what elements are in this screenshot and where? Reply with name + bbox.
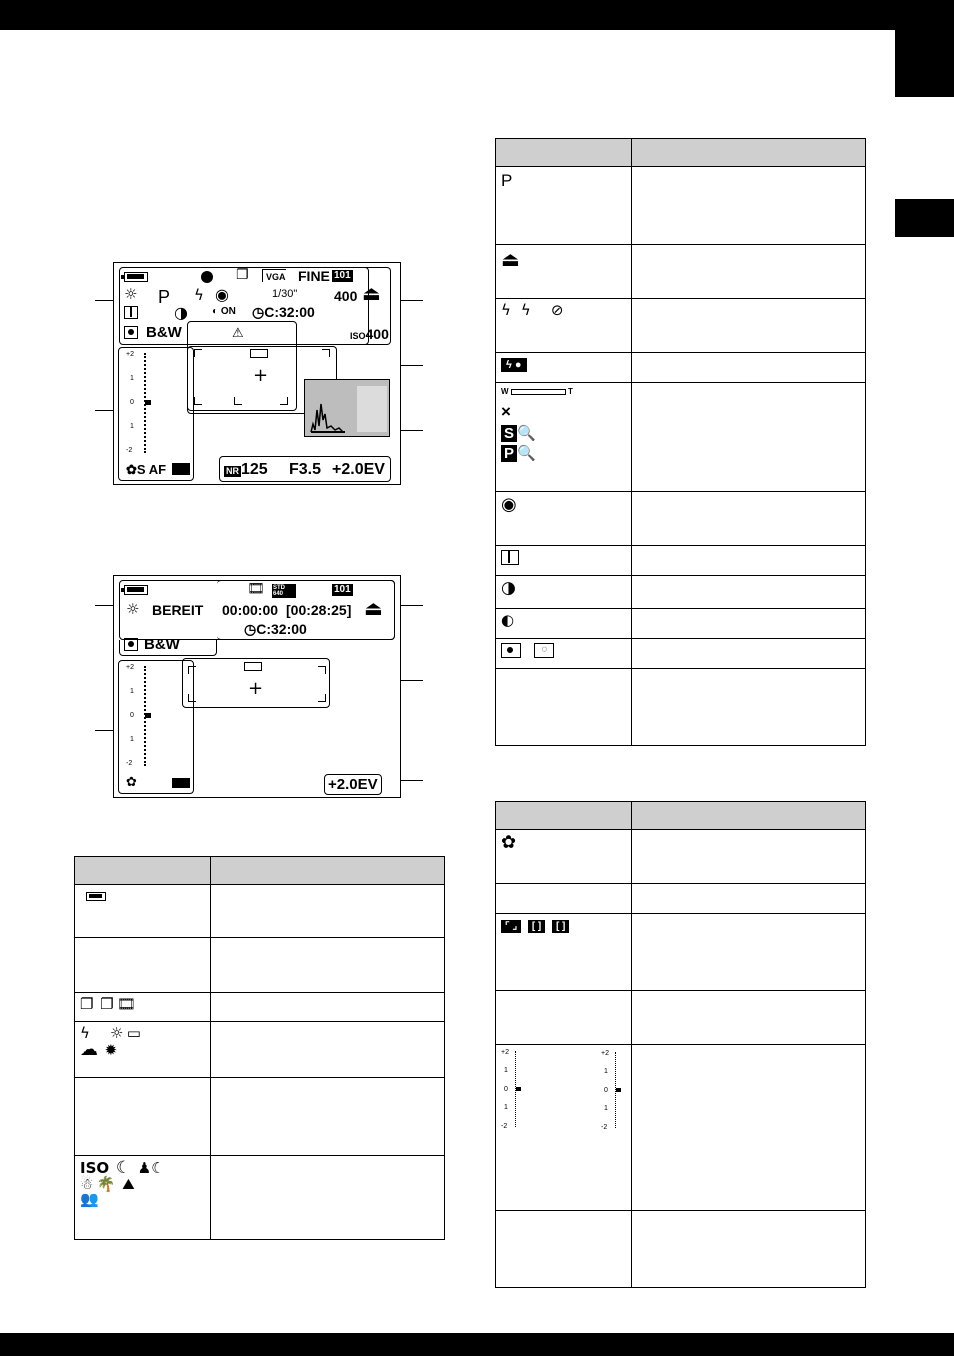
eye-icon: ◉ — [501, 494, 517, 515]
shutter-speed: 1/30" — [272, 288, 298, 300]
histogram-graph — [305, 380, 391, 438]
camera-icon: ⏏ — [364, 596, 383, 620]
ev-scale: +2 1 0 1 -2 — [126, 664, 156, 768]
contrast-icon: ◑ — [501, 578, 516, 598]
eye-icon: ◉ — [215, 285, 229, 304]
movie-size-label: STD 640 — [272, 584, 296, 598]
twilight-icon: ☾ — [115, 1158, 132, 1178]
shake-warning-icon: ⚠ — [232, 326, 244, 341]
soft-snap-icon: 👥 — [80, 1190, 99, 1208]
mode-label: P — [158, 287, 171, 307]
snow-icon: ☃ — [80, 1175, 94, 1193]
bracket-icon: ❐ — [100, 995, 114, 1013]
right-indicator-table-2 — [495, 801, 866, 1288]
ev-scale-small-right: +2 1 0 1 -2 — [601, 1050, 631, 1130]
record-dot-icon — [201, 271, 213, 283]
film-icon: 🎞 — [116, 995, 136, 1013]
precision-zoom-icon: P 🔍 — [501, 445, 626, 462]
aperture-label: F3.5 — [289, 461, 322, 478]
flash-off-icon: ⊘ — [550, 301, 564, 319]
folder-label: 101 — [334, 584, 351, 595]
leader-line — [401, 780, 423, 781]
battery-low-icon — [244, 662, 262, 671]
multipoint-af-icon: ⌜ ⌟ — [501, 920, 521, 933]
metering-icon — [124, 326, 138, 339]
af-illuminator-icon: ◐ — [501, 611, 515, 629]
smart-zoom-icon: S 🔍 — [501, 425, 626, 442]
spot-af-icon: [ ] — [552, 920, 569, 933]
top-black-bar — [0, 0, 954, 30]
nr-label: NR 125 — [226, 461, 268, 478]
flash-auto-icon: ϟ — [501, 301, 511, 319]
sharpness-icon — [124, 306, 138, 319]
beach-icon: 🌴 — [96, 1175, 116, 1193]
flash-icon: ϟ — [194, 286, 204, 304]
flash-icon: ϟ — [80, 1024, 90, 1042]
battery-icon — [124, 585, 148, 595]
leader-line — [401, 300, 423, 301]
battery-icon — [86, 892, 106, 901]
leader-line — [95, 300, 114, 301]
burst-icon: ❐ — [80, 995, 94, 1013]
left-indicator-table — [74, 856, 445, 1240]
cloud-icon: ☁ — [80, 1039, 98, 1060]
camera-icon: ⏏ — [362, 281, 381, 305]
bw-label: B&W — [146, 324, 182, 341]
leader-line — [95, 410, 114, 411]
camera-icon: ⏏ — [501, 247, 520, 271]
sun-icon: ✹ — [104, 1041, 118, 1059]
leader-line — [95, 730, 114, 731]
histogram — [304, 379, 390, 437]
crosshair-icon: + — [248, 678, 264, 699]
leader-line — [401, 365, 423, 366]
section-tab — [895, 30, 954, 97]
self-timer-label: ◷C:32:00 — [244, 621, 307, 637]
leader-line — [401, 605, 423, 606]
spot-metering-icon — [501, 643, 521, 658]
bw-label: B&W — [144, 636, 180, 653]
still-screen-diagram — [113, 262, 401, 485]
bulb-icon: ☼ — [109, 1024, 124, 1042]
battery-icon — [124, 272, 148, 282]
contrast-icon: ◑ — [174, 303, 188, 322]
image-size-icon: VGA — [262, 269, 286, 282]
time-remaining: [00:28:25] — [286, 602, 352, 618]
metering-icon — [124, 638, 138, 651]
ev-scale-small-left: +2 1 0 1 -2 — [501, 1049, 531, 1129]
movie-screen-diagram — [113, 575, 401, 798]
folder-label: 101 — [334, 270, 351, 281]
white-balance-icon: ☼ — [126, 600, 140, 618]
center-af-icon: [ ] — [528, 920, 545, 933]
flash-on-icon: ϟ — [520, 301, 531, 319]
center-metering-icon: ◌ — [534, 643, 554, 658]
af-illuminator-label: ◐ ON — [212, 306, 236, 317]
cancel-icon: × — [501, 402, 511, 421]
twilight-portrait-icon: ♟☾ — [137, 1159, 165, 1177]
sharpness-icon — [501, 550, 519, 565]
ev-label: +2.0EV — [332, 461, 385, 478]
leader-line — [401, 430, 423, 431]
fluorescent-icon: ▭ — [126, 1024, 141, 1042]
program-mode-label: P — [501, 171, 513, 190]
iso-right: ISO400 — [350, 326, 389, 342]
crosshair-icon: + — [253, 365, 269, 386]
self-timer-label: ◷C:32:00 — [252, 304, 315, 320]
ev-scale: +2 1 0 1 -2 — [126, 351, 156, 455]
burst-icon: ❐ — [236, 267, 249, 283]
bottom-black-bar — [0, 1333, 954, 1356]
status-label: BEREIT — [152, 602, 204, 618]
film-icon: 🎞 — [247, 581, 265, 597]
zoom-scale-icon: W T — [501, 387, 573, 396]
quality-label: FINE — [298, 268, 330, 284]
ev-label: +2.0EV — [324, 774, 382, 795]
chapter-tab — [895, 199, 954, 237]
iso-top: 400 — [334, 288, 358, 304]
right-indicator-table-1 — [495, 138, 866, 746]
af-range-icon — [172, 778, 190, 788]
leader-line — [401, 680, 423, 681]
flash-charge-icon: ϟ ● — [501, 358, 527, 372]
af-range-icon — [172, 463, 190, 475]
high-sensitivity-icon: ISO — [80, 1159, 110, 1177]
landscape-icon: ⛰ — [122, 1175, 135, 1193]
leader-line — [95, 605, 114, 606]
macro-icon: ✿ — [501, 832, 517, 853]
focus-label: ✿S AF — [126, 462, 167, 477]
macro-icon: ✿ — [126, 775, 137, 790]
time-elapsed: 00:00:00 — [222, 602, 279, 618]
white-balance-icon: ☼ — [124, 285, 138, 303]
